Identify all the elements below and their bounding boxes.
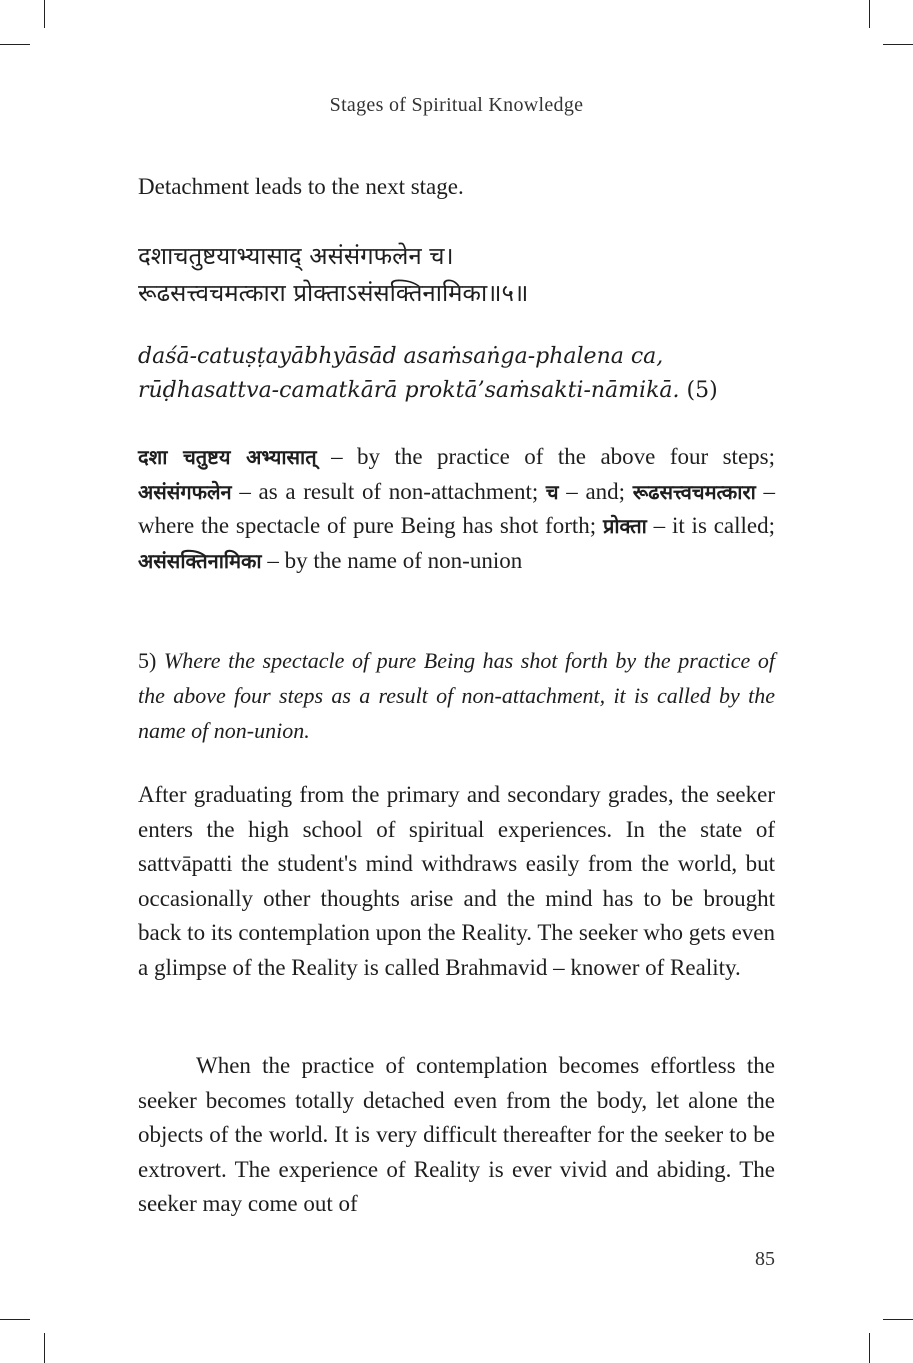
crop-mark xyxy=(44,1333,45,1363)
transliteration-line: rūḍhasattva-camatkārā proktā’saṁsakti-nāmikā. xyxy=(138,378,680,403)
gloss-term: प्रोक्ता xyxy=(602,514,647,538)
crop-mark xyxy=(883,44,913,45)
verse-line: रूढसत्त्वचमत्कारा प्रोक्ताऽसंसक्तिनामिका॥५॥ xyxy=(138,279,529,307)
gloss-meaning: – it is called; xyxy=(646,513,776,538)
sanskrit-verse xyxy=(138,238,775,312)
crop-mark xyxy=(44,0,45,28)
body-paragraph-indented xyxy=(138,1049,775,1222)
crop-mark xyxy=(0,44,30,45)
gloss-meaning: – and; xyxy=(558,478,633,504)
verse-number: (5) xyxy=(686,378,718,403)
running-header: Stages of Spiritual Knowledge xyxy=(329,94,584,116)
gloss-meaning: – as a result of non-attachment; xyxy=(231,478,546,504)
translation-number: 5) xyxy=(138,648,157,673)
transliteration-line-2 xyxy=(138,374,775,408)
gloss-meaning: – where the spectacle of pure Being has shot forth; xyxy=(138,478,775,538)
verse-translation xyxy=(138,643,775,748)
verse-line: दशाचतुष्टयाभ्यासाद् असंसंगफलेन च। xyxy=(138,242,454,270)
crop-mark xyxy=(869,1333,870,1363)
intro-sentence: Detachment leads to the next stage. xyxy=(138,174,464,199)
crop-mark xyxy=(883,1319,913,1320)
crop-mark xyxy=(0,1319,30,1320)
translation-text: Where the spectacle of pure Being has shot forth by the practice of the above four steps as a result of non-attachment, it is called by the name of non-union. xyxy=(138,648,776,743)
page-number: 85 xyxy=(755,1248,775,1270)
crop-mark xyxy=(869,0,870,28)
gloss-meaning: – by the name of non-union xyxy=(261,547,523,573)
transliteration xyxy=(138,340,775,408)
gloss-term: असंसंगफलेन xyxy=(138,479,232,504)
gloss-term: दशा चतुष्टय अभ्यासात् xyxy=(138,445,317,469)
gloss-term: च xyxy=(545,479,559,504)
word-gloss xyxy=(138,440,775,578)
transliteration-line: daśā-catuṣṭayābhyāsād asaṁsaṅga-phalena ca, xyxy=(138,344,664,369)
gloss-term: असंसक्तिनामिका xyxy=(138,548,262,573)
gloss-term: रूढसत्त्वचमत्कारा xyxy=(632,479,756,504)
gloss-meaning: – by the practice of the above four steps; xyxy=(316,444,775,469)
body-paragraph: After graduating from the primary and secondary grades, the seeker enters the high school of spiritual experiences. In the state of sattvāpatti the student's mind withdraws easily from the world, but occasionally other thoughts arise and the mind has to be brought back to its contemplation upon the Reality. The seeker who gets even a glimpse of the Reality is called Brahmavid – knower of Reality. xyxy=(138,782,775,980)
body-paragraph: When the practice of contemplation becomes effortless the seeker becomes totally detached even from the body, let alone the objects of the world. It is very difficult thereafter for the seeker to be extrovert. The experience of Reality is ever vivid and abiding. The seeker may come out of xyxy=(138,1053,775,1216)
